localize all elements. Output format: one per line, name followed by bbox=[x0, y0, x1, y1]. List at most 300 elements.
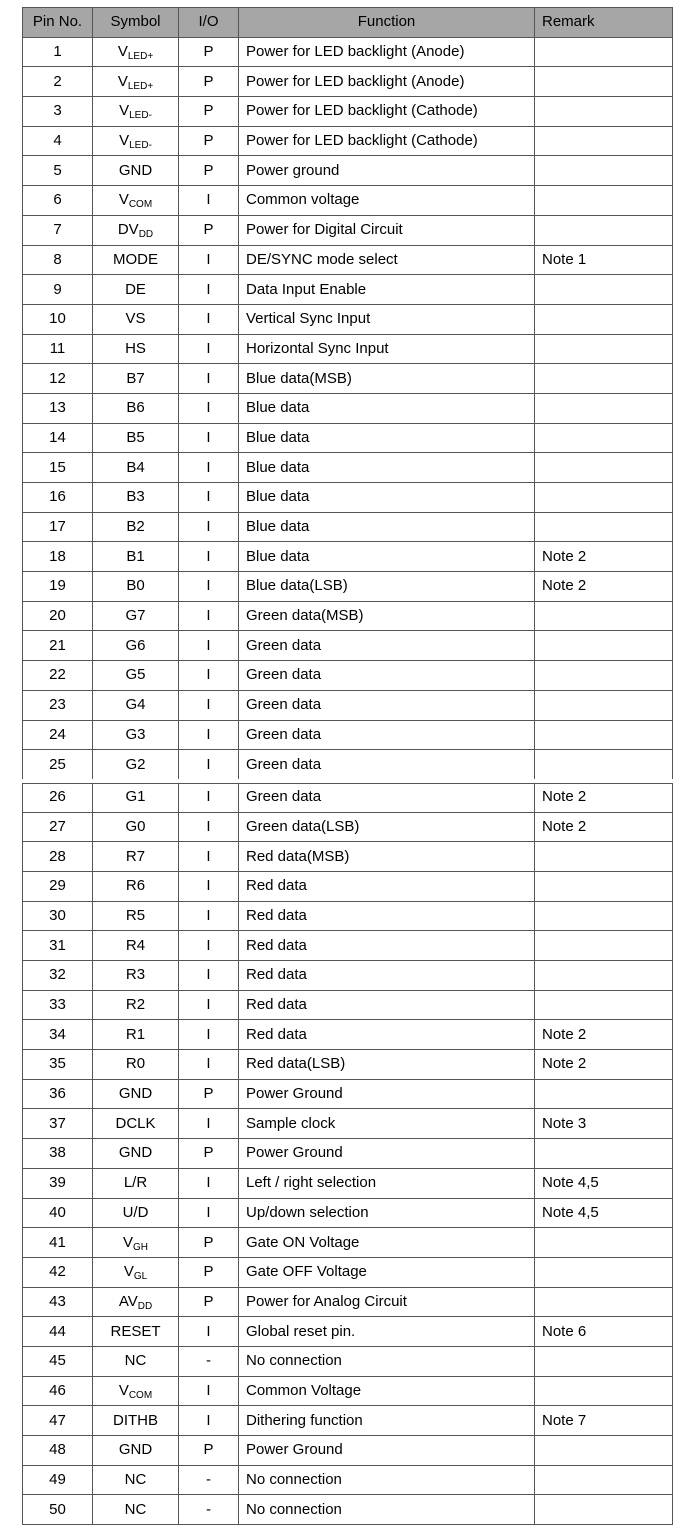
io-type-cell: I bbox=[179, 720, 239, 750]
symbol-text: VS bbox=[125, 310, 146, 328]
function-cell: Vertical Sync Input bbox=[239, 304, 535, 334]
remark-cell bbox=[535, 931, 673, 961]
remark-cell bbox=[535, 453, 673, 483]
table-row bbox=[23, 1376, 673, 1406]
io-type-cell: P bbox=[179, 1257, 239, 1287]
remark-cell: Note 6 bbox=[535, 1317, 673, 1347]
table-row bbox=[23, 601, 673, 631]
io-type-cell: I bbox=[179, 542, 239, 572]
function-cell: DE/SYNC mode select bbox=[239, 245, 535, 275]
pin-number-cell: 8 bbox=[23, 245, 93, 275]
table-row bbox=[23, 1109, 673, 1139]
table-row bbox=[23, 453, 673, 483]
symbol-cell bbox=[93, 67, 179, 97]
remark-cell bbox=[535, 842, 673, 872]
io-type-cell: I bbox=[179, 572, 239, 602]
function-cell: Green data(LSB) bbox=[239, 812, 535, 842]
function-cell: Red data(MSB) bbox=[239, 842, 535, 872]
symbol-cell bbox=[93, 1257, 179, 1287]
table-row bbox=[23, 931, 673, 961]
symbol-text: V bbox=[117, 43, 128, 61]
table-header-row bbox=[23, 8, 673, 38]
io-type-cell: I bbox=[179, 842, 239, 872]
pin-number-cell: 16 bbox=[23, 483, 93, 513]
pin-number-cell: 19 bbox=[23, 572, 93, 602]
remark-cell bbox=[535, 1465, 673, 1495]
symbol-text: V bbox=[118, 1381, 129, 1399]
table-row bbox=[23, 393, 673, 423]
symbol-text: R5 bbox=[125, 906, 146, 924]
io-type-cell: I bbox=[179, 186, 239, 216]
symbol-subscript: DD bbox=[137, 1300, 153, 1312]
io-type-cell: I bbox=[179, 512, 239, 542]
symbol-text: R7 bbox=[125, 847, 146, 865]
symbol-cell bbox=[93, 1050, 179, 1080]
function-cell: Power ground bbox=[239, 156, 535, 186]
symbol-text: R3 bbox=[125, 966, 146, 984]
table-row bbox=[23, 245, 673, 275]
pin-number-cell: 50 bbox=[23, 1495, 93, 1525]
symbol-text: G4 bbox=[125, 696, 146, 714]
remark-cell bbox=[535, 304, 673, 334]
io-type-cell: I bbox=[179, 1109, 239, 1139]
io-type-cell: I bbox=[179, 690, 239, 720]
function-cell: Power for LED backlight (Cathode) bbox=[239, 126, 535, 156]
remark-cell bbox=[535, 1376, 673, 1406]
symbol-text: V bbox=[123, 1263, 134, 1281]
table-row bbox=[23, 1346, 673, 1376]
pin-number-cell: 42 bbox=[23, 1257, 93, 1287]
function-cell: Dithering function bbox=[239, 1406, 535, 1436]
function-cell: Global reset pin. bbox=[239, 1317, 535, 1347]
pin-number-cell: 3 bbox=[23, 97, 93, 127]
table-row bbox=[23, 990, 673, 1020]
pin-number-cell: 47 bbox=[23, 1406, 93, 1436]
table-row bbox=[23, 631, 673, 661]
symbol-text: G5 bbox=[125, 666, 146, 684]
io-type-cell: P bbox=[179, 1228, 239, 1258]
pin-number-cell: 21 bbox=[23, 631, 93, 661]
function-cell: Gate ON Voltage bbox=[239, 1228, 535, 1258]
symbol-subscript: GL bbox=[133, 1271, 148, 1283]
table-row bbox=[23, 67, 673, 97]
symbol-cell bbox=[93, 1079, 179, 1109]
remark-cell bbox=[535, 334, 673, 364]
symbol-cell bbox=[93, 931, 179, 961]
io-type-cell: I bbox=[179, 334, 239, 364]
symbol-text: NC bbox=[124, 1471, 147, 1489]
symbol-cell bbox=[93, 1436, 179, 1466]
pin-number-cell: 2 bbox=[23, 67, 93, 97]
remark-cell bbox=[535, 690, 673, 720]
function-cell: Red data bbox=[239, 931, 535, 961]
table-row bbox=[23, 1406, 673, 1436]
symbol-cell bbox=[93, 1465, 179, 1495]
symbol-cell bbox=[93, 990, 179, 1020]
symbol-text: U/D bbox=[122, 1203, 149, 1221]
function-cell: Common Voltage bbox=[239, 1376, 535, 1406]
pin-number-cell: 4 bbox=[23, 126, 93, 156]
remark-cell bbox=[535, 215, 673, 245]
pin-assignment-table bbox=[22, 7, 673, 1525]
function-cell: Blue data(MSB) bbox=[239, 364, 535, 394]
io-type-cell: I bbox=[179, 275, 239, 305]
pin-number-cell: 45 bbox=[23, 1346, 93, 1376]
symbol-cell bbox=[93, 901, 179, 931]
remark-cell bbox=[535, 67, 673, 97]
function-cell: Blue data bbox=[239, 423, 535, 453]
io-type-cell: I bbox=[179, 483, 239, 513]
symbol-text: AV bbox=[118, 1292, 138, 1310]
io-type-cell: P bbox=[179, 1079, 239, 1109]
symbol-text: DITHB bbox=[113, 1411, 158, 1429]
symbol-cell bbox=[93, 1376, 179, 1406]
table-row bbox=[23, 871, 673, 901]
io-type-cell: - bbox=[179, 1495, 239, 1525]
io-type-cell: P bbox=[179, 156, 239, 186]
table-row bbox=[23, 1317, 673, 1347]
io-type-cell: I bbox=[179, 1168, 239, 1198]
symbol-text: HS bbox=[125, 339, 146, 357]
io-type-cell: I bbox=[179, 781, 239, 812]
function-cell: Red data bbox=[239, 961, 535, 991]
remark-cell bbox=[535, 601, 673, 631]
table-row bbox=[23, 186, 673, 216]
symbol-cell bbox=[93, 1406, 179, 1436]
remark-cell: Note 2 bbox=[535, 781, 673, 812]
pin-number-cell: 46 bbox=[23, 1376, 93, 1406]
io-type-cell: I bbox=[179, 750, 239, 781]
function-cell: Red data bbox=[239, 871, 535, 901]
io-type-cell: I bbox=[179, 453, 239, 483]
symbol-cell bbox=[93, 1287, 179, 1317]
symbol-text: DV bbox=[117, 221, 139, 239]
pin-number-cell: 18 bbox=[23, 542, 93, 572]
symbol-text: R1 bbox=[125, 1025, 146, 1043]
remark-cell: Note 2 bbox=[535, 1020, 673, 1050]
symbol-text: R2 bbox=[125, 996, 146, 1014]
table-row bbox=[23, 1139, 673, 1169]
remark-cell bbox=[535, 1228, 673, 1258]
io-type-cell: I bbox=[179, 364, 239, 394]
function-cell: Green data bbox=[239, 690, 535, 720]
table-row bbox=[23, 812, 673, 842]
remark-cell: Note 4,5 bbox=[535, 1198, 673, 1228]
symbol-text: MODE bbox=[113, 250, 158, 268]
function-cell: No connection bbox=[239, 1495, 535, 1525]
table-row bbox=[23, 1465, 673, 1495]
function-cell: Red data(LSB) bbox=[239, 1050, 535, 1080]
table-row bbox=[23, 275, 673, 305]
function-cell: Power for LED backlight (Cathode) bbox=[239, 97, 535, 127]
pin-number-cell: 29 bbox=[23, 871, 93, 901]
remark-cell bbox=[535, 156, 673, 186]
function-cell: No connection bbox=[239, 1346, 535, 1376]
function-cell: Left / right selection bbox=[239, 1168, 535, 1198]
pin-number-cell: 22 bbox=[23, 661, 93, 691]
remark-cell: Note 2 bbox=[535, 1050, 673, 1080]
symbol-cell bbox=[93, 1228, 179, 1258]
io-type-cell: I bbox=[179, 423, 239, 453]
symbol-cell bbox=[93, 156, 179, 186]
remark-cell: Note 4,5 bbox=[535, 1168, 673, 1198]
pin-number-cell: 40 bbox=[23, 1198, 93, 1228]
symbol-text: R4 bbox=[125, 936, 146, 954]
table-row bbox=[23, 750, 673, 781]
remark-cell: Note 1 bbox=[535, 245, 673, 275]
function-cell: Power for LED backlight (Anode) bbox=[239, 67, 535, 97]
symbol-cell bbox=[93, 690, 179, 720]
pin-number-cell: 37 bbox=[23, 1109, 93, 1139]
pin-number-cell: 49 bbox=[23, 1465, 93, 1495]
pin-number-cell: 25 bbox=[23, 750, 93, 781]
function-cell: Green data bbox=[239, 631, 535, 661]
io-type-cell: I bbox=[179, 990, 239, 1020]
remark-cell bbox=[535, 1436, 673, 1466]
io-type-cell: P bbox=[179, 1139, 239, 1169]
table-row bbox=[23, 542, 673, 572]
remark-cell: Note 2 bbox=[535, 572, 673, 602]
function-cell: Green data(MSB) bbox=[239, 601, 535, 631]
symbol-subscript: COM bbox=[128, 1389, 153, 1401]
io-type-cell: I bbox=[179, 601, 239, 631]
symbol-text: DCLK bbox=[115, 1114, 156, 1132]
symbol-cell bbox=[93, 1198, 179, 1228]
function-cell: Green data bbox=[239, 720, 535, 750]
symbol-cell bbox=[93, 304, 179, 334]
symbol-cell bbox=[93, 364, 179, 394]
io-type-cell: I bbox=[179, 812, 239, 842]
function-cell: Data Input Enable bbox=[239, 275, 535, 305]
table-body bbox=[23, 37, 673, 1524]
pin-number-cell: 23 bbox=[23, 690, 93, 720]
pin-number-cell: 10 bbox=[23, 304, 93, 334]
symbol-cell bbox=[93, 1317, 179, 1347]
symbol-cell bbox=[93, 542, 179, 572]
remark-cell bbox=[535, 1346, 673, 1376]
symbol-cell bbox=[93, 423, 179, 453]
symbol-cell bbox=[93, 512, 179, 542]
io-type-cell: P bbox=[179, 1436, 239, 1466]
remark-cell bbox=[535, 631, 673, 661]
pin-number-cell: 15 bbox=[23, 453, 93, 483]
pin-number-cell: 41 bbox=[23, 1228, 93, 1258]
remark-cell bbox=[535, 661, 673, 691]
function-cell: Horizontal Sync Input bbox=[239, 334, 535, 364]
remark-cell bbox=[535, 97, 673, 127]
function-cell: Power for Digital Circuit bbox=[239, 215, 535, 245]
symbol-cell bbox=[93, 601, 179, 631]
table-row bbox=[23, 901, 673, 931]
function-cell: Blue data(LSB) bbox=[239, 572, 535, 602]
pin-number-cell: 39 bbox=[23, 1168, 93, 1198]
table-row bbox=[23, 572, 673, 602]
symbol-cell bbox=[93, 126, 179, 156]
remark-cell bbox=[535, 901, 673, 931]
function-cell: No connection bbox=[239, 1465, 535, 1495]
pin-number-cell: 27 bbox=[23, 812, 93, 842]
pin-number-cell: 38 bbox=[23, 1139, 93, 1169]
io-type-cell: I bbox=[179, 1317, 239, 1347]
table-row bbox=[23, 961, 673, 991]
table-row bbox=[23, 842, 673, 872]
function-cell: Blue data bbox=[239, 453, 535, 483]
pin-number-cell: 43 bbox=[23, 1287, 93, 1317]
table-row bbox=[23, 215, 673, 245]
table-row bbox=[23, 1020, 673, 1050]
remark-cell bbox=[535, 186, 673, 216]
symbol-cell bbox=[93, 572, 179, 602]
table-row bbox=[23, 156, 673, 186]
table-row bbox=[23, 97, 673, 127]
function-cell: Power for LED backlight (Anode) bbox=[239, 37, 535, 67]
symbol-cell bbox=[93, 812, 179, 842]
symbol-cell bbox=[93, 1168, 179, 1198]
pin-number-cell: 24 bbox=[23, 720, 93, 750]
symbol-text: GND bbox=[118, 161, 153, 179]
remark-cell bbox=[535, 1079, 673, 1109]
symbol-cell bbox=[93, 215, 179, 245]
symbol-text: V bbox=[118, 191, 129, 209]
symbol-text: B2 bbox=[126, 518, 145, 536]
table-row bbox=[23, 1079, 673, 1109]
header-io: I/O bbox=[179, 8, 239, 38]
symbol-text: G3 bbox=[125, 725, 146, 743]
symbol-cell bbox=[93, 1346, 179, 1376]
symbol-cell bbox=[93, 186, 179, 216]
function-cell: Red data bbox=[239, 901, 535, 931]
remark-cell: Note 7 bbox=[535, 1406, 673, 1436]
function-cell: Power Ground bbox=[239, 1139, 535, 1169]
table-row bbox=[23, 483, 673, 513]
symbol-subscript: GH bbox=[133, 1241, 148, 1253]
table-row bbox=[23, 1168, 673, 1198]
remark-cell bbox=[535, 961, 673, 991]
header-symbol: Symbol bbox=[93, 8, 179, 38]
remark-cell bbox=[535, 750, 673, 781]
header-function: Function bbox=[239, 8, 535, 38]
symbol-cell bbox=[93, 1109, 179, 1139]
symbol-text: DE bbox=[125, 280, 146, 298]
pin-number-cell: 6 bbox=[23, 186, 93, 216]
io-type-cell: I bbox=[179, 393, 239, 423]
io-type-cell: I bbox=[179, 961, 239, 991]
symbol-text: G0 bbox=[125, 817, 146, 835]
function-cell: Red data bbox=[239, 1020, 535, 1050]
symbol-text: B5 bbox=[126, 428, 145, 446]
io-type-cell: I bbox=[179, 1376, 239, 1406]
pin-number-cell: 32 bbox=[23, 961, 93, 991]
table-row bbox=[23, 512, 673, 542]
io-type-cell: I bbox=[179, 631, 239, 661]
symbol-subscript: COM bbox=[128, 199, 153, 211]
io-type-cell: I bbox=[179, 1050, 239, 1080]
symbol-text: GND bbox=[118, 1441, 153, 1459]
pin-number-cell: 14 bbox=[23, 423, 93, 453]
symbol-text: G6 bbox=[125, 636, 146, 654]
pin-number-cell: 31 bbox=[23, 931, 93, 961]
function-cell: Blue data bbox=[239, 542, 535, 572]
remark-cell bbox=[535, 275, 673, 305]
symbol-subscript: LED+ bbox=[127, 51, 154, 63]
symbol-cell bbox=[93, 483, 179, 513]
header-pin-no: Pin No. bbox=[23, 8, 93, 38]
symbol-cell bbox=[93, 720, 179, 750]
io-type-cell: I bbox=[179, 931, 239, 961]
symbol-text: V bbox=[119, 132, 130, 150]
function-cell: Power for Analog Circuit bbox=[239, 1287, 535, 1317]
function-cell: Common voltage bbox=[239, 186, 535, 216]
io-type-cell: - bbox=[179, 1346, 239, 1376]
remark-cell: Note 3 bbox=[535, 1109, 673, 1139]
symbol-text: R6 bbox=[125, 877, 146, 895]
symbol-cell bbox=[93, 750, 179, 781]
function-cell: Red data bbox=[239, 990, 535, 1020]
symbol-cell bbox=[93, 631, 179, 661]
io-type-cell: P bbox=[179, 215, 239, 245]
io-type-cell: I bbox=[179, 901, 239, 931]
remark-cell bbox=[535, 423, 673, 453]
symbol-text: NC bbox=[124, 1352, 147, 1370]
symbol-cell bbox=[93, 97, 179, 127]
symbol-cell bbox=[93, 1495, 179, 1525]
symbol-text: G1 bbox=[125, 788, 146, 806]
table-row bbox=[23, 1198, 673, 1228]
symbol-text: GND bbox=[118, 1085, 153, 1103]
remark-cell bbox=[535, 1139, 673, 1169]
pin-number-cell: 33 bbox=[23, 990, 93, 1020]
function-cell: Power Ground bbox=[239, 1079, 535, 1109]
table-row bbox=[23, 690, 673, 720]
symbol-text: B1 bbox=[126, 547, 145, 565]
table-row bbox=[23, 304, 673, 334]
remark-cell bbox=[535, 1287, 673, 1317]
io-type-cell: P bbox=[179, 1287, 239, 1317]
pin-number-cell: 17 bbox=[23, 512, 93, 542]
symbol-cell bbox=[93, 781, 179, 812]
symbol-text: GND bbox=[118, 1144, 153, 1162]
remark-cell: Note 2 bbox=[535, 542, 673, 572]
symbol-cell bbox=[93, 453, 179, 483]
table-row bbox=[23, 1495, 673, 1525]
symbol-text: RESET bbox=[110, 1322, 161, 1340]
symbol-subscript: LED- bbox=[129, 140, 152, 152]
table-row bbox=[23, 1287, 673, 1317]
symbol-cell bbox=[93, 37, 179, 67]
symbol-text: B7 bbox=[126, 369, 145, 387]
symbol-cell bbox=[93, 1020, 179, 1050]
pin-number-cell: 12 bbox=[23, 364, 93, 394]
io-type-cell: I bbox=[179, 1406, 239, 1436]
symbol-text: B0 bbox=[126, 577, 145, 595]
symbol-text: R0 bbox=[125, 1055, 146, 1073]
pin-number-cell: 35 bbox=[23, 1050, 93, 1080]
function-cell: Blue data bbox=[239, 512, 535, 542]
io-type-cell: P bbox=[179, 126, 239, 156]
symbol-cell bbox=[93, 961, 179, 991]
symbol-text: B3 bbox=[126, 488, 145, 506]
pin-number-cell: 9 bbox=[23, 275, 93, 305]
table-row bbox=[23, 423, 673, 453]
symbol-cell bbox=[93, 275, 179, 305]
table-row bbox=[23, 126, 673, 156]
io-type-cell: I bbox=[179, 245, 239, 275]
function-cell: Blue data bbox=[239, 483, 535, 513]
pin-number-cell: 13 bbox=[23, 393, 93, 423]
io-type-cell: I bbox=[179, 1198, 239, 1228]
remark-cell bbox=[535, 364, 673, 394]
function-cell: Green data bbox=[239, 661, 535, 691]
